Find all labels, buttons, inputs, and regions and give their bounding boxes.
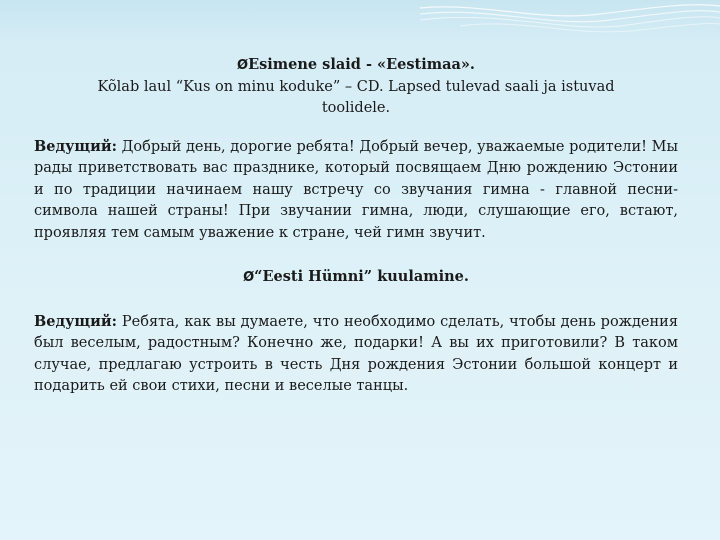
speaker-label: Ведущий: (34, 312, 117, 330)
paragraph-2-text: Ребята, как вы думаете, что необходимо сделать, чтобы день рождения был веселым, радостным? Конечно же, подарки! А вы их приготовили? В таком случае, предлагаю устроить в честь Дня рождения Эстонии большой концерт и подарить ей свои стихи, песни и веселые танцы. (34, 313, 678, 394)
paragraph-2 (34, 311, 678, 398)
speaker-label: Ведущий: (34, 137, 117, 155)
bullet-arrow-icon: Ø (237, 58, 249, 73)
heading-1-line-3: toolidele. (321, 100, 391, 116)
heading-2 (34, 266, 678, 289)
paragraph-1-text: Добрый день, дорогие ребята! Добрый вечер, уважаемые родители! Мы рады приветствовать вас празднике, который посвящаем Дню рождению Эстонии и по традиции начинаем нашу встречу со звучания гимна - главной песни-символа нашей страны! При звучании гимна, люди, слушающие его, встают, проявляя тем самым уважение к стране, чей гимн звучит. (34, 138, 678, 241)
heading-1-line-1: Esimene slaid - «Eestimaa». (248, 56, 475, 73)
slide-content (34, 54, 678, 398)
paragraph-1 (34, 136, 678, 245)
bullet-arrow-icon: Ø (243, 270, 255, 285)
heading-1-line-2: Kõlab laul “Kus on minu koduke” – CD. Lapsed tulevad saali ja istuvad (97, 78, 615, 95)
heading-1 (34, 54, 678, 120)
heading-2-text: “Eesti Hümni” kuulamine. (254, 268, 469, 285)
decorative-waves (420, 0, 720, 40)
